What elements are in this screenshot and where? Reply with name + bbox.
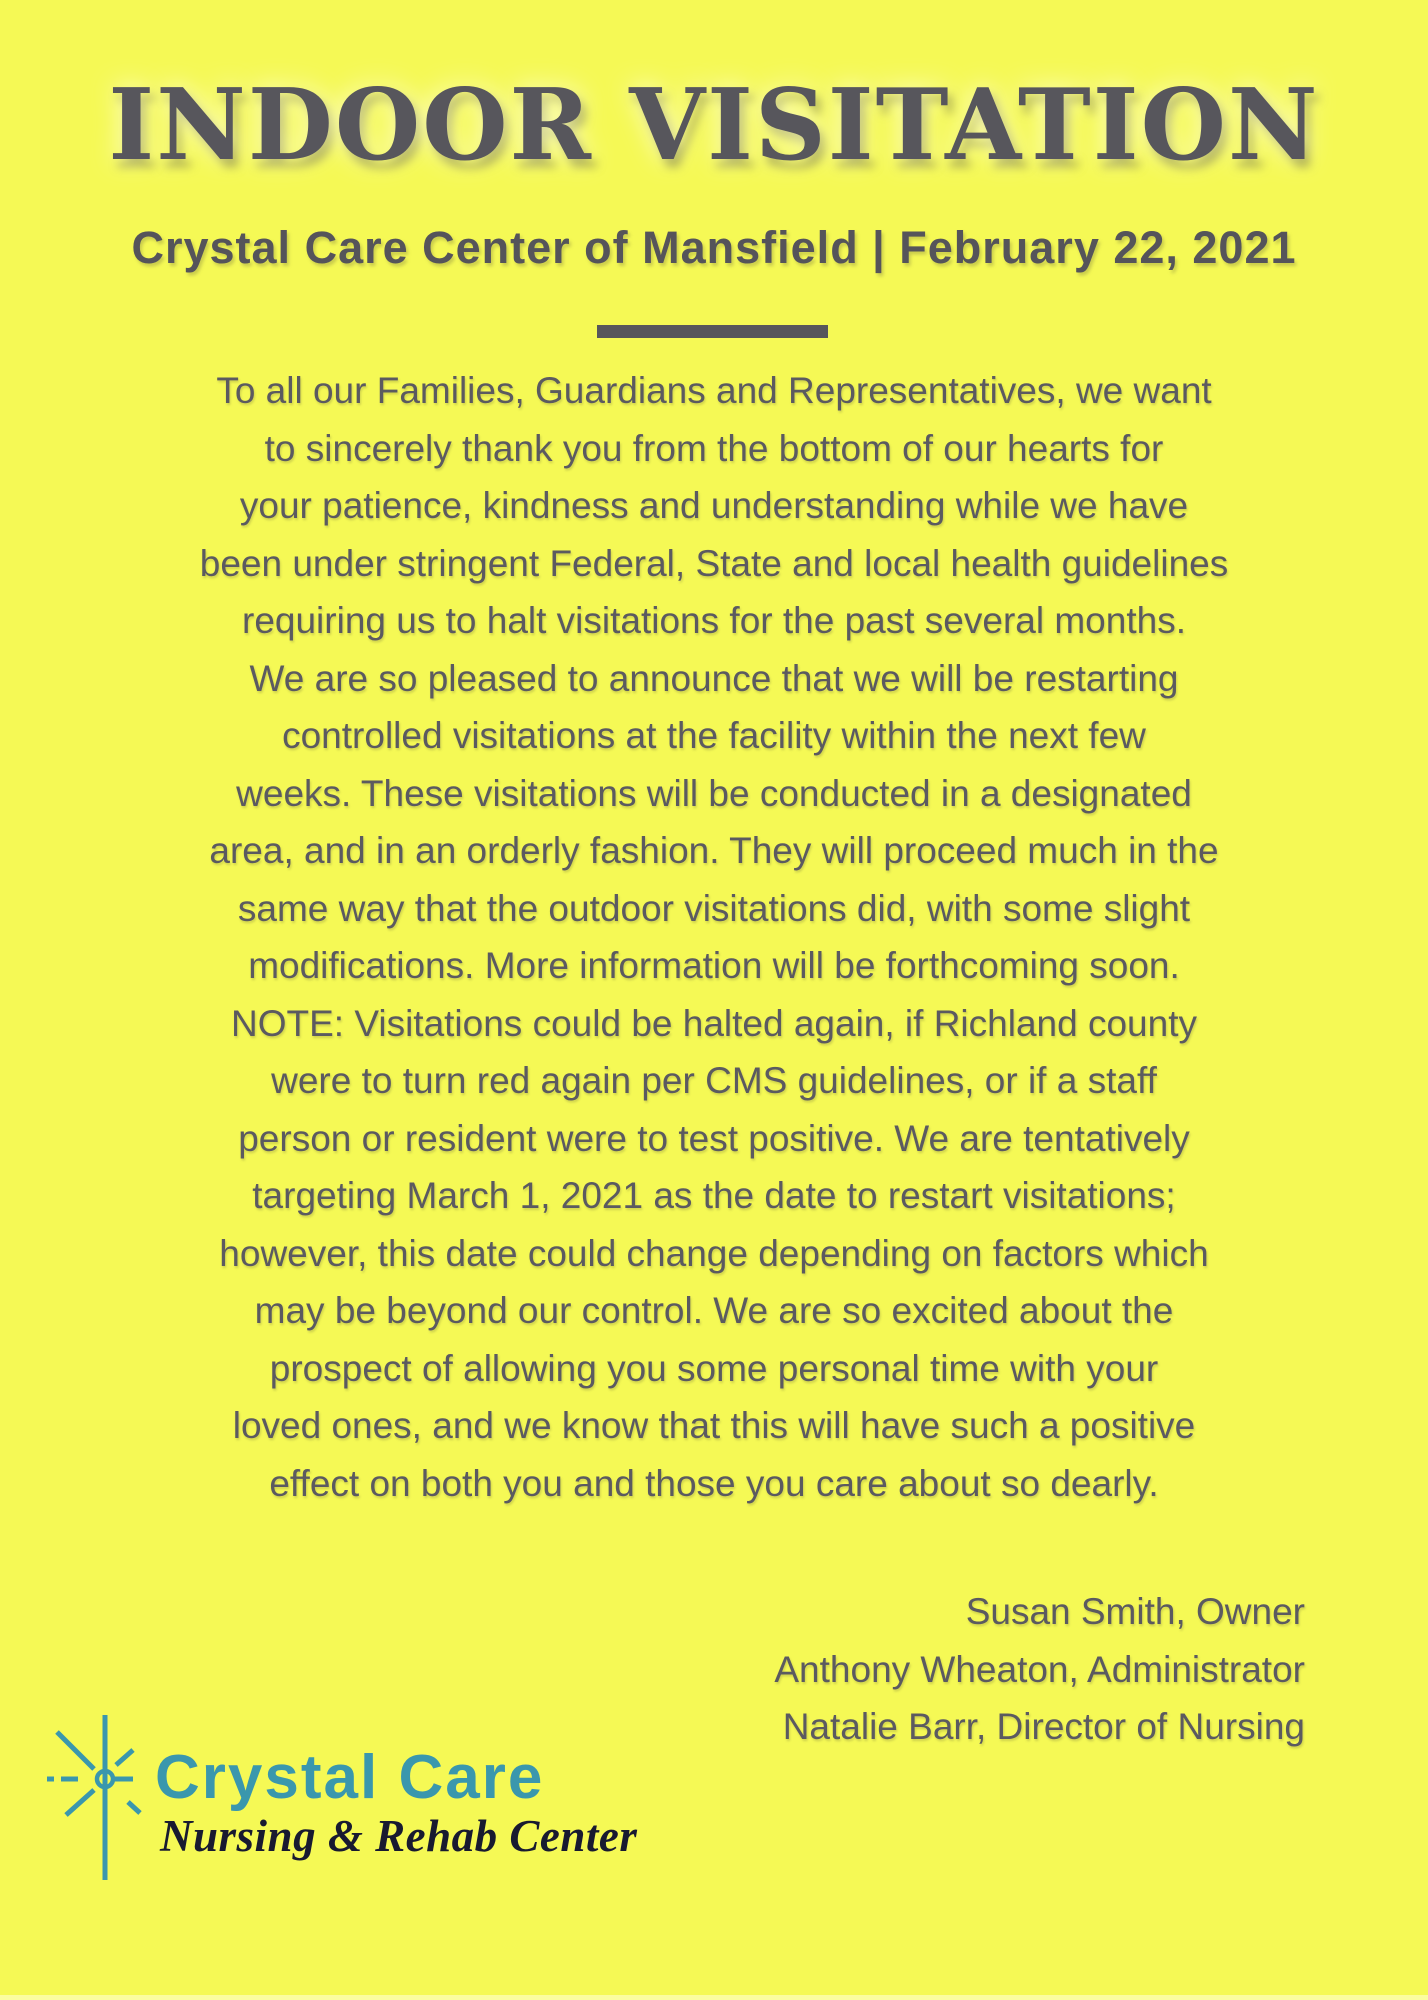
starburst-icon [42, 1712, 152, 1884]
body-line: prospect of allowing you some personal time with your [269, 1347, 1159, 1389]
body-line: however, this date could change depending on factors which [219, 1232, 1209, 1274]
body-line: We are so pleased to announce that we will be restarting [249, 657, 1179, 699]
bottom-edge [0, 1995, 1428, 2000]
body-line: modifications. More information will be forthcoming soon. [248, 945, 1180, 986]
signature-line: Natalie Barr, Director of Nursing [782, 1706, 1305, 1747]
body-line: been under stringent Federal, State and local health guidelines [199, 542, 1229, 584]
body-line: may be beyond our control. We are so excited about the [254, 1290, 1174, 1331]
body-line: targeting March 1, 2021 as the date to restart visitations; [252, 1175, 1176, 1216]
crystal-care-logo [42, 1712, 662, 1962]
signature-line: Anthony Wheaton, Administrator [774, 1648, 1305, 1690]
announcement-body [94, 362, 1334, 1512]
body-line: to sincerely thank you from the bottom of our hearts for [264, 427, 1164, 469]
signature-block [774, 1583, 1305, 1756]
logo-tagline: Nursing & Rehab Center [160, 1811, 638, 1861]
body-line: person or resident were to test positive. We are tentatively [238, 1117, 1190, 1159]
body-line: effect on both you and those you care about so dearly. [269, 1462, 1159, 1504]
body-line: NOTE: Visitations could be halted again, if Richland county [231, 1002, 1197, 1044]
page-title: INDOOR VISITATION [108, 68, 1320, 183]
body-line: controlled visitations at the facility within the next few [282, 715, 1146, 756]
logo-name: Crystal Care [155, 1743, 545, 1812]
body-line: your patience, kindness and understanding while we have [239, 485, 1189, 526]
signature-line: Susan Smith, Owner [965, 1591, 1305, 1632]
divider [597, 325, 828, 338]
body-line: weeks. These visitations will be conducted in a designated [236, 772, 1192, 814]
body-line: area, and in an orderly fashion. They will proceed much in the [209, 830, 1219, 871]
body-line: requiring us to halt visitations for the past several months. [242, 600, 1186, 641]
body-line: were to turn red again per CMS guidelines, or if a staff [271, 1060, 1157, 1101]
body-line: loved ones, and we know that this will have such a positive [232, 1405, 1196, 1446]
body-line: same way that the outdoor visitations did, with some slight [237, 887, 1191, 929]
body-line: To all our Families, Guardians and Representatives, we want [216, 370, 1212, 411]
subtitle: Crystal Care Center of Mansfield | February 22, 2021 [131, 222, 1297, 273]
